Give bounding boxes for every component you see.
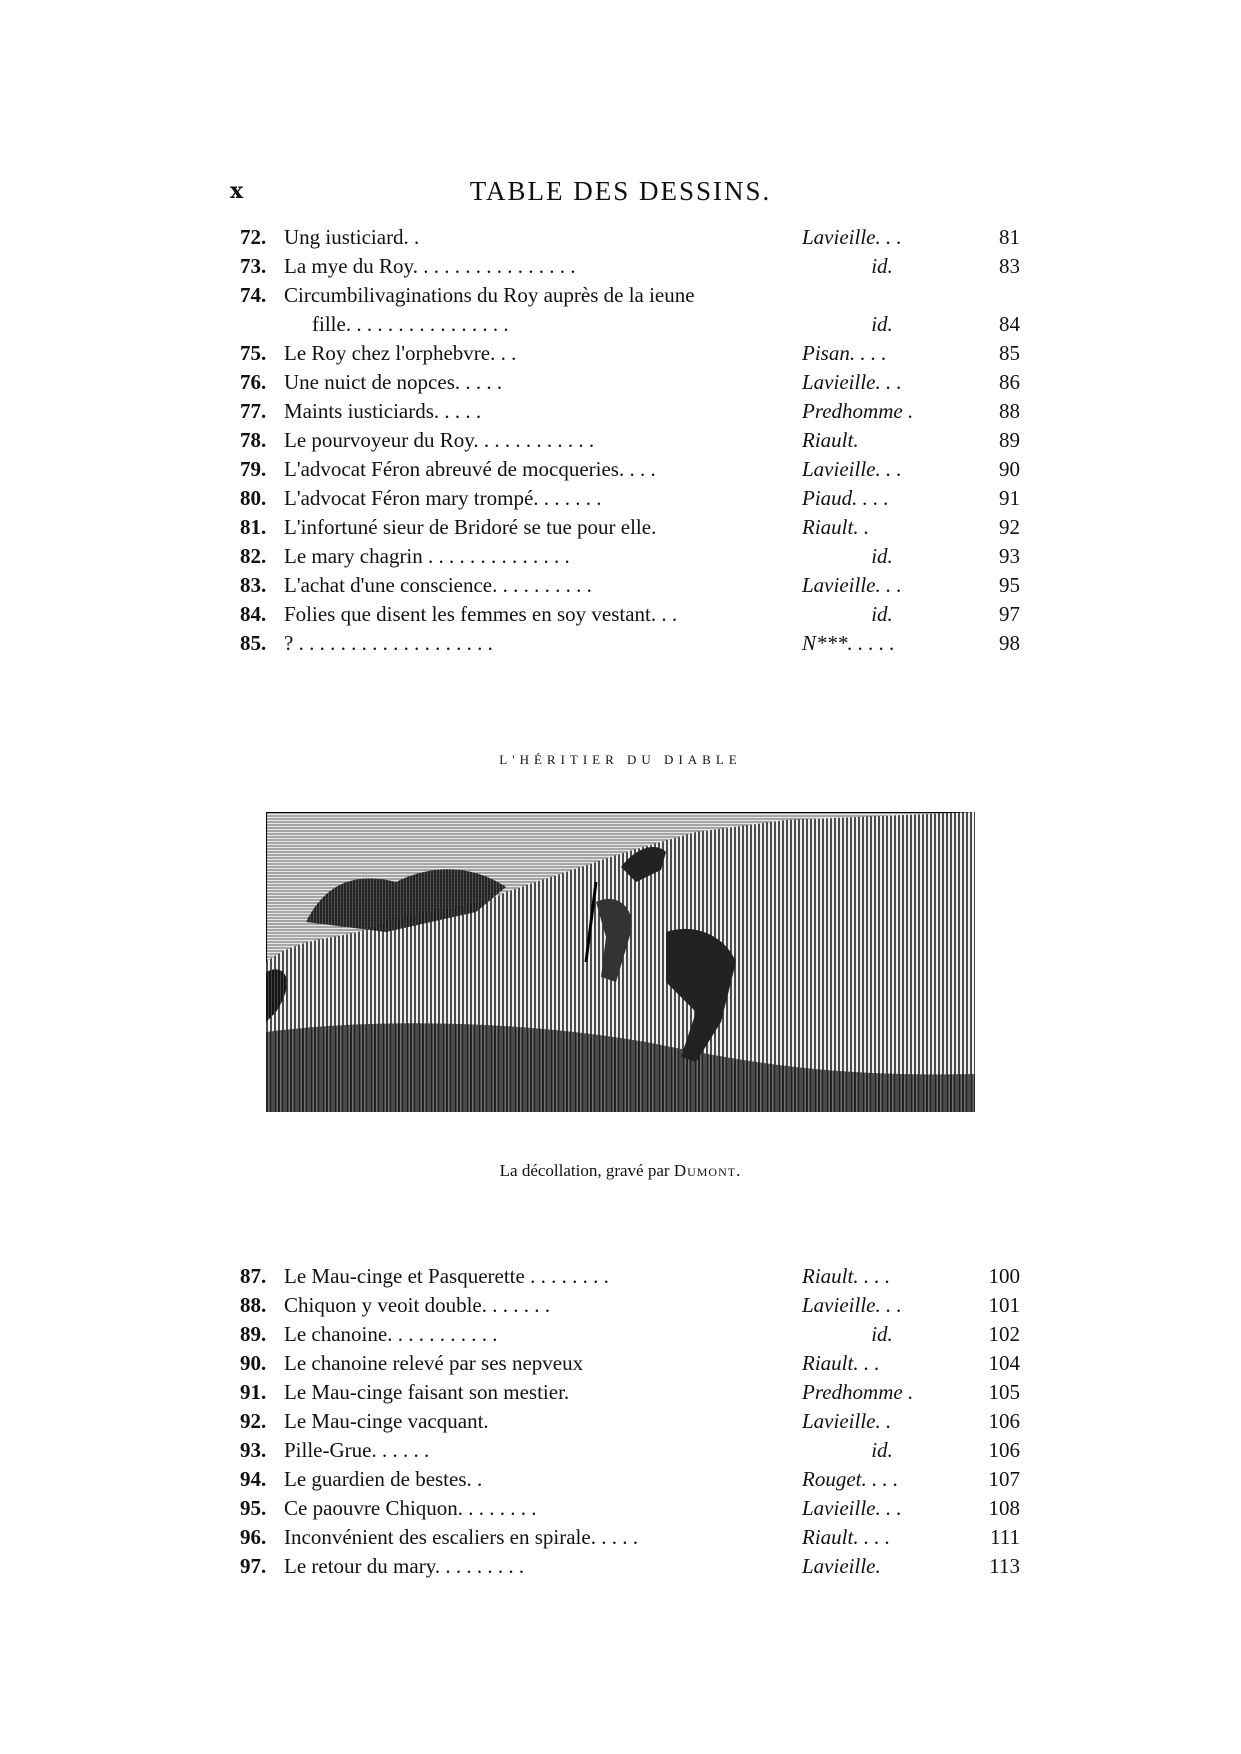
entry-number: 74. bbox=[240, 283, 267, 307]
entry-number: 97. bbox=[240, 1554, 267, 1578]
toc-entry bbox=[240, 484, 1020, 513]
entry-page: 92 bbox=[999, 515, 1020, 539]
entry-title: Le Mau-cinge faisant son mestier. bbox=[284, 1380, 570, 1404]
toc-entry bbox=[240, 542, 1020, 571]
entry-page: 106 bbox=[988, 1409, 1020, 1433]
entry-title: Le chanoine. . . . . . . . . . . bbox=[284, 1322, 498, 1346]
entry-title: L'infortuné sieur de Bridoré se tue pour elle. bbox=[284, 515, 657, 539]
toc-list-first bbox=[240, 223, 1020, 658]
entry-artist: Riault. bbox=[802, 428, 859, 452]
entry-artist: Lavieille. . . bbox=[802, 370, 902, 394]
entry-artist: Predhomme . bbox=[802, 1380, 914, 1404]
toc-entry bbox=[240, 571, 1020, 600]
toc-entry bbox=[240, 1494, 1020, 1523]
entry-artist: Predhomme . bbox=[802, 399, 914, 423]
entry-page: 84 bbox=[999, 312, 1020, 336]
toc-entry bbox=[240, 1552, 1020, 1581]
entry-page: 107 bbox=[988, 1467, 1020, 1491]
entry-page: 90 bbox=[999, 457, 1020, 481]
entry-artist: N***. . . . . bbox=[802, 631, 895, 655]
entry-page: 83 bbox=[999, 254, 1020, 278]
entry-title: L'advocat Féron abreuvé de mocqueries. . . . bbox=[284, 457, 656, 481]
entry-title: Le Mau-cinge et Pasquerette . . . . . . . . bbox=[284, 1264, 609, 1288]
entry-number: 73. bbox=[240, 254, 267, 278]
entry-number: 95. bbox=[240, 1496, 267, 1520]
entry-artist: Piaud. . . . bbox=[802, 486, 889, 510]
entry-number: 84. bbox=[240, 602, 267, 626]
entry-page: 95 bbox=[999, 573, 1020, 597]
entry-artist: id. bbox=[871, 1322, 893, 1346]
entry-artist: id. bbox=[871, 254, 893, 278]
entry-number: 78. bbox=[240, 428, 267, 452]
entry-number: 90. bbox=[240, 1351, 267, 1375]
entry-title: Circumbilivaginations du Roy auprès de la ieune bbox=[284, 283, 695, 307]
entry-artist: Riault. . . . bbox=[802, 1264, 891, 1288]
entry-title: La mye du Roy. . . . . . . . . . . . . . . . bbox=[284, 254, 576, 278]
toc-entry bbox=[240, 223, 1020, 252]
entry-artist: Pisan. . . . bbox=[802, 341, 887, 365]
entry-title: Le pourvoyeur du Roy. . . . . . . . . . . . bbox=[284, 428, 595, 452]
toc-entry bbox=[240, 1523, 1020, 1552]
entry-number: 77. bbox=[240, 399, 267, 423]
entry-title: L'achat d'une conscience. . . . . . . . . . bbox=[284, 573, 592, 597]
entry-title: Une nuict de nopces. . . . . bbox=[284, 370, 503, 394]
entry-number: 83. bbox=[240, 573, 267, 597]
entry-number: 75. bbox=[240, 341, 267, 365]
entry-title: Le guardien de bestes. . bbox=[284, 1467, 483, 1491]
entry-title: fille. . . . . . . . . . . . . . . . bbox=[312, 312, 509, 336]
entry-page: 102 bbox=[988, 1322, 1020, 1346]
entry-page: 88 bbox=[999, 399, 1020, 423]
entry-title: Le Roy chez l'orphebvre. . . bbox=[284, 341, 517, 365]
entry-title: Maints iusticiards. . . . . bbox=[284, 399, 482, 423]
entry-number: 82. bbox=[240, 544, 267, 568]
entry-title: ? . . . . . . . . . . . . . . . . . . . bbox=[284, 631, 493, 655]
toc-entry bbox=[240, 1378, 1020, 1407]
entry-number: 79. bbox=[240, 457, 267, 481]
entry-number: 76. bbox=[240, 370, 267, 394]
entry-artist: id. bbox=[871, 544, 893, 568]
engraving-illustration bbox=[266, 812, 975, 1112]
entry-title: Inconvénient des escaliers en spirale. . . . . bbox=[284, 1525, 638, 1549]
entry-number: 80. bbox=[240, 486, 267, 510]
toc-list-second bbox=[240, 1262, 1020, 1581]
entry-page: 113 bbox=[989, 1554, 1020, 1578]
entry-title: Le chanoine relevé par ses nepveux bbox=[284, 1351, 584, 1375]
entry-number: 91. bbox=[240, 1380, 267, 1404]
entry-number: 96. bbox=[240, 1525, 267, 1549]
entry-number: 93. bbox=[240, 1438, 267, 1462]
entry-artist: Lavieille. . . bbox=[802, 573, 902, 597]
entry-number: 89. bbox=[240, 1322, 267, 1346]
running-title: TABLE DES DESSINS. bbox=[469, 176, 772, 206]
entry-title: Le retour du mary. . . . . . . . . bbox=[284, 1554, 525, 1578]
entry-artist: Riault. . . bbox=[802, 1351, 880, 1375]
caption-engraver: Dumont. bbox=[673, 1161, 742, 1180]
entry-artist: Lavieille. . . bbox=[802, 1293, 902, 1317]
entry-title: Chiquon y veoit double. . . . . . . bbox=[284, 1293, 550, 1317]
entry-page: 101 bbox=[988, 1293, 1020, 1317]
toc-entry bbox=[240, 513, 1020, 542]
entry-page: 85 bbox=[999, 341, 1020, 365]
entry-page: 105 bbox=[988, 1380, 1020, 1404]
toc-entry bbox=[240, 1349, 1020, 1378]
entry-page: 104 bbox=[988, 1351, 1020, 1375]
entry-page: 100 bbox=[988, 1264, 1020, 1288]
entry-page: 97 bbox=[999, 602, 1020, 626]
toc-entry bbox=[240, 252, 1020, 281]
entry-title: L'advocat Féron mary trompé. . . . . . . bbox=[284, 486, 602, 510]
entry-title: Pille-Grue. . . . . . bbox=[284, 1438, 430, 1462]
entry-artist: Rouget. . . . bbox=[802, 1467, 899, 1491]
entry-page: 111 bbox=[990, 1525, 1020, 1549]
toc-entry bbox=[240, 1291, 1020, 1320]
toc-entry bbox=[240, 281, 1020, 310]
entry-artist: Lavieille. bbox=[802, 1554, 881, 1578]
entry-number: 94. bbox=[240, 1467, 267, 1491]
entry-artist: Lavieille. . bbox=[802, 1409, 892, 1433]
illustration-caption bbox=[0, 1161, 1241, 1181]
entry-artist: Riault. . . . bbox=[802, 1525, 891, 1549]
caption-text: La décollation, gravé par bbox=[499, 1161, 670, 1180]
entry-title: Ce paouvre Chiquon. . . . . . . . bbox=[284, 1496, 537, 1520]
section-heading: L'HÉRITIER DU DIABLE bbox=[499, 752, 742, 767]
entry-artist: id. bbox=[871, 602, 893, 626]
toc-entry bbox=[240, 310, 1020, 339]
entry-artist: Lavieille. . . bbox=[802, 225, 902, 249]
entry-page: 86 bbox=[999, 370, 1020, 394]
toc-entry bbox=[240, 339, 1020, 368]
toc-entry bbox=[240, 1407, 1020, 1436]
entry-artist: Riault. . bbox=[802, 515, 870, 539]
toc-entry bbox=[240, 600, 1020, 629]
entry-page: 89 bbox=[999, 428, 1020, 452]
toc-entry bbox=[240, 629, 1020, 658]
entry-page: 91 bbox=[999, 486, 1020, 510]
entry-title: Le mary chagrin . . . . . . . . . . . . . . bbox=[284, 544, 570, 568]
entry-page: 108 bbox=[988, 1496, 1020, 1520]
toc-entry bbox=[240, 397, 1020, 426]
entry-number: 81. bbox=[240, 515, 267, 539]
entry-page: 98 bbox=[999, 631, 1020, 655]
entry-page: 106 bbox=[988, 1438, 1020, 1462]
entry-title: Folies que disent les femmes en soy vestant. . . bbox=[284, 602, 678, 626]
toc-entry bbox=[240, 455, 1020, 484]
toc-entry bbox=[240, 1320, 1020, 1349]
entry-number: 87. bbox=[240, 1264, 267, 1288]
entry-artist: Lavieille. . . bbox=[802, 457, 902, 481]
entry-artist: id. bbox=[871, 312, 893, 336]
entry-number: 92. bbox=[240, 1409, 267, 1433]
toc-entry bbox=[240, 1436, 1020, 1465]
toc-entry bbox=[240, 368, 1020, 397]
entry-artist: Lavieille. . . bbox=[802, 1496, 902, 1520]
entry-page: 81 bbox=[999, 225, 1020, 249]
entry-title: Le Mau-cinge vacquant. bbox=[284, 1409, 489, 1433]
page-number: x bbox=[230, 178, 244, 204]
entry-artist: id. bbox=[871, 1438, 893, 1462]
entry-number: 72. bbox=[240, 225, 267, 249]
toc-entry bbox=[240, 1465, 1020, 1494]
toc-entry bbox=[240, 1262, 1020, 1291]
entry-number: 88. bbox=[240, 1293, 267, 1317]
entry-title: Ung iusticiard. . bbox=[284, 225, 420, 249]
toc-entry bbox=[240, 426, 1020, 455]
entry-number: 85. bbox=[240, 631, 267, 655]
entry-page: 93 bbox=[999, 544, 1020, 568]
